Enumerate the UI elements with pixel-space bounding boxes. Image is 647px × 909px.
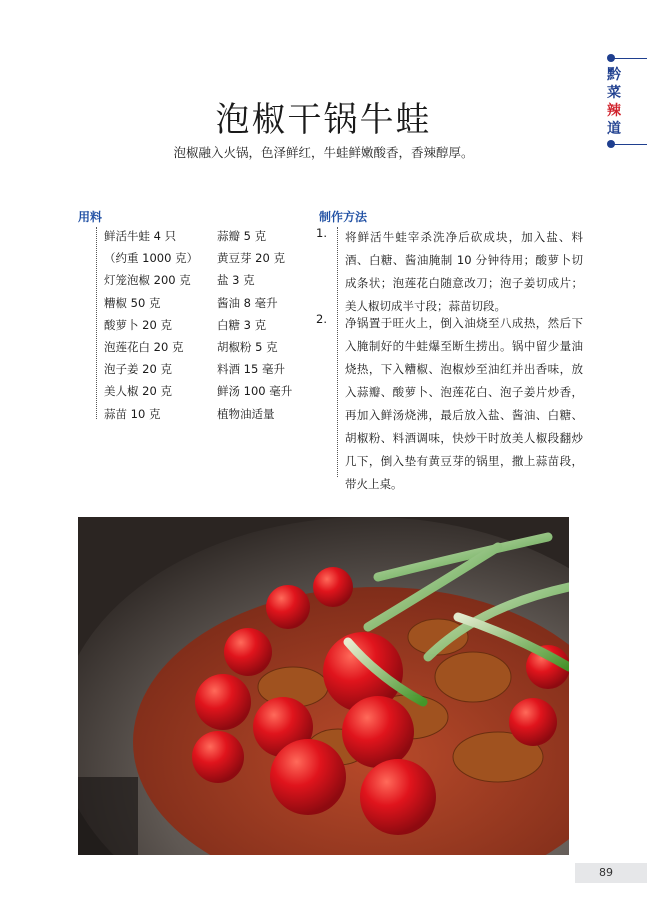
ingredients-column-1: [104, 225, 198, 425]
step-text: 将鲜活牛蛙宰杀洗净后砍成块，加入盐、料酒、白糖、酱油腌制 10 分钟待用；酸萝卜切成条状；泡莲花白随意改刀；泡子姜切成片；美人椒切成半寸段；蒜苗切段。: [345, 230, 583, 313]
series-tab-char: 菜: [607, 85, 621, 101]
page-number: 89: [575, 863, 647, 883]
dish-photo: [78, 517, 569, 855]
series-tab-char: 黔: [607, 67, 621, 83]
ingredient-item: 泡莲花白 20 克: [104, 339, 184, 354]
ingredients-heading: 用料: [78, 210, 103, 224]
page-subtitle: 泡椒融入火锅，色泽鲜红，牛蛙鲜嫩酸香，香辣醇厚。: [173, 145, 474, 160]
series-tab-rule-top: [610, 58, 647, 59]
ingredient-item: 白糖 3 克: [217, 317, 267, 332]
method-divider: [337, 227, 338, 477]
step-text: 净锅置于旺火上，倒入油烧至八成热，然后下入腌制好的牛蛙爆至断生捞出。锅中留少量油烧热，下入糟椒、泡椒炒至油红并出香味，放入蒜瓣、酸萝卜、泡莲花白、泡子姜片炒香，再加入鲜汤烧沸，最后放入盐、酱油、白糖、胡椒粉、料酒调味，快炒干时放美人椒段翻炒几下，倒入垫有黄豆芽的锅里，撒上蒜苗段，带火上桌。: [345, 316, 583, 491]
ingredient-item: 泡子姜 20 克: [104, 362, 172, 377]
page-title: 泡椒干锅牛蛙: [215, 100, 432, 140]
ingredient-item: （约重 1000 克）: [104, 251, 199, 266]
ingredient-item: 酸萝卜 20 克: [104, 317, 172, 332]
step-number: 2.: [316, 312, 327, 326]
ingredient-item: 植物油适量: [217, 406, 275, 421]
method-heading: 制作方法: [319, 210, 368, 224]
series-tab-char-accent: 辣: [607, 103, 621, 119]
ingredient-item: 糟椒 50 克: [104, 295, 161, 310]
series-tab-char: 道: [607, 121, 621, 137]
step-number: 1.: [316, 226, 327, 240]
ingredients-divider: [96, 227, 97, 419]
ingredient-item: 鲜活牛蛙 4 只: [104, 229, 177, 243]
dish-photo-illustration: [78, 517, 569, 855]
ingredient-item: 黄豆芽 20 克: [217, 251, 285, 266]
ingredient-item: 灯笼泡椒 200 克: [104, 273, 191, 288]
ingredient-item: 料酒 15 毫升: [217, 362, 285, 377]
ingredient-item: 蒜苗 10 克: [104, 406, 161, 421]
ingredient-item: 美人椒 20 克: [104, 384, 172, 399]
ingredient-item: 蒜瓣 5 克: [217, 229, 267, 243]
ingredient-item: 酱油 8 毫升: [217, 295, 278, 310]
ingredient-item: 盐 3 克: [217, 273, 255, 288]
ingredient-item: 胡椒粉 5 克: [217, 339, 278, 354]
ingredients-column-2: [217, 225, 292, 425]
ingredient-item: 鲜汤 100 毫升: [217, 384, 293, 399]
